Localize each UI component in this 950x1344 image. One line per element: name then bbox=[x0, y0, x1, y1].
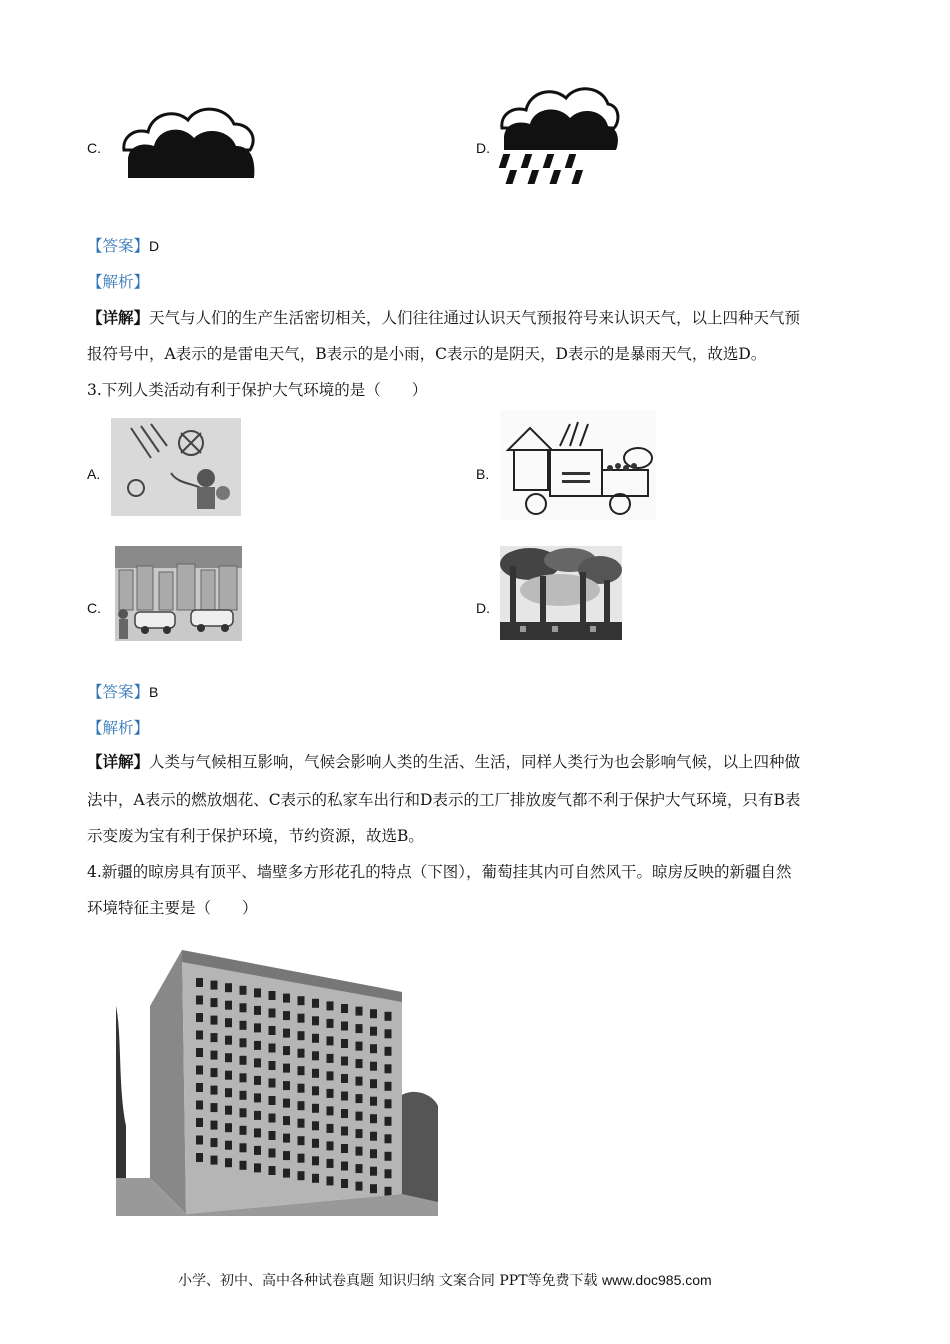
wall-hole bbox=[312, 1034, 319, 1043]
wall-hole bbox=[269, 1096, 276, 1105]
wall-hole bbox=[385, 1099, 392, 1108]
wall-hole bbox=[269, 1166, 276, 1175]
wall-hole bbox=[385, 1134, 392, 1143]
wall-hole bbox=[356, 1007, 363, 1016]
wall-hole bbox=[211, 1121, 218, 1130]
wall-hole bbox=[240, 986, 247, 995]
wall-hole bbox=[298, 1014, 305, 1023]
wall-hole bbox=[341, 1092, 348, 1101]
wall-hole bbox=[254, 1111, 261, 1120]
wall-hole bbox=[196, 978, 203, 987]
footer bbox=[178, 1270, 712, 1290]
wall-hole bbox=[240, 1161, 247, 1170]
wall-hole bbox=[341, 1179, 348, 1188]
wall-hole bbox=[254, 1041, 261, 1050]
wall-hole bbox=[225, 1001, 232, 1010]
wall-hole bbox=[356, 1024, 363, 1033]
wall-hole bbox=[283, 994, 290, 1003]
wall-hole bbox=[370, 1114, 377, 1123]
wall-hole bbox=[312, 1156, 319, 1165]
analysis-tag-q2: 【解析】 bbox=[87, 273, 150, 291]
wall-hole bbox=[370, 1009, 377, 1018]
question-3: 3.下列人类活动有利于保护大气环境的是（ ） bbox=[87, 381, 428, 399]
rainstorm-cloud-icon bbox=[498, 84, 620, 188]
option-c-label-q3: C. bbox=[87, 600, 101, 616]
wall-hole bbox=[225, 1053, 232, 1062]
wall-hole bbox=[298, 1136, 305, 1145]
detail-line-q3-1 bbox=[87, 752, 800, 772]
wall-hole bbox=[341, 1074, 348, 1083]
answer-line-q3 bbox=[87, 682, 158, 702]
wall-hole bbox=[356, 1164, 363, 1173]
wall-hole bbox=[385, 1169, 392, 1178]
analysis-tag-q3: 【解析】 bbox=[87, 719, 150, 737]
wall-hole bbox=[385, 1029, 392, 1038]
wall-hole bbox=[341, 1022, 348, 1031]
wall-hole bbox=[225, 1036, 232, 1045]
wall-hole bbox=[240, 1091, 247, 1100]
wall-hole bbox=[254, 1023, 261, 1032]
wall-hole bbox=[283, 1116, 290, 1125]
wall-hole bbox=[269, 1079, 276, 1088]
detail-text: 天气与人们的生产生活密切相关，人们往往通过认识天气预报符号来认识天气，以上四种天气预 bbox=[149, 309, 801, 327]
wall-hole bbox=[327, 1071, 334, 1080]
private-cars-smog-picture bbox=[115, 546, 242, 641]
wall-hole bbox=[254, 1058, 261, 1067]
waste-recycling-truck-picture bbox=[500, 410, 656, 520]
wall-hole bbox=[225, 983, 232, 992]
wall-hole bbox=[327, 1176, 334, 1185]
wall-hole bbox=[385, 1117, 392, 1126]
wall-hole bbox=[269, 1009, 276, 1018]
wall-hole bbox=[370, 1044, 377, 1053]
wall-hole bbox=[385, 1152, 392, 1161]
wall-hole bbox=[356, 1129, 363, 1138]
wall-hole bbox=[196, 996, 203, 1005]
wall-hole bbox=[370, 1097, 377, 1106]
wall-hole bbox=[312, 1086, 319, 1095]
wall-hole bbox=[356, 1147, 363, 1156]
question-4-line-2: 环境特征主要是（ ） bbox=[87, 899, 258, 917]
wall-hole bbox=[225, 1088, 232, 1097]
wall-hole bbox=[370, 1027, 377, 1036]
detail-line-q2-1 bbox=[87, 308, 800, 328]
wall-hole bbox=[240, 1056, 247, 1065]
wall-hole bbox=[327, 1036, 334, 1045]
wall-hole bbox=[269, 1114, 276, 1123]
wall-hole bbox=[225, 1071, 232, 1080]
wall-hole bbox=[254, 1076, 261, 1085]
wall-hole bbox=[356, 1042, 363, 1051]
wall-hole bbox=[341, 1109, 348, 1118]
wall-hole bbox=[370, 1132, 377, 1141]
wall-hole bbox=[370, 1167, 377, 1176]
wall-hole bbox=[269, 1044, 276, 1053]
wall-hole bbox=[283, 1029, 290, 1038]
footer-site-link[interactable]: www.doc985.com bbox=[601, 1272, 712, 1288]
wall-hole bbox=[341, 1057, 348, 1066]
answer-line-q2 bbox=[87, 236, 159, 256]
wall-hole bbox=[385, 1187, 392, 1196]
wall-hole bbox=[298, 996, 305, 1005]
wall-hole bbox=[211, 1051, 218, 1060]
wall-hole bbox=[225, 1158, 232, 1167]
wall-hole bbox=[341, 1127, 348, 1136]
wall-hole bbox=[225, 1123, 232, 1132]
wall-hole bbox=[269, 1026, 276, 1035]
wall-hole bbox=[283, 1064, 290, 1073]
option-b-label: B. bbox=[476, 466, 490, 482]
wall-hole bbox=[327, 1001, 334, 1010]
answer-tag: 【答案】 bbox=[87, 683, 150, 701]
wall-hole bbox=[269, 1061, 276, 1070]
wall-hole bbox=[341, 1162, 348, 1171]
wall-hole bbox=[370, 1062, 377, 1071]
wall-hole bbox=[356, 1059, 363, 1068]
wall-hole bbox=[298, 1049, 305, 1058]
factory-smoke-picture bbox=[500, 546, 622, 640]
detail-text: 人类与气候相互影响，气候会影响人类的生活、生活，同样人类行为也会影响气候，以上四种做 bbox=[149, 753, 801, 771]
wall-hole bbox=[298, 1119, 305, 1128]
wall-hole bbox=[312, 1051, 319, 1060]
wall-hole bbox=[327, 1124, 334, 1133]
wall-hole bbox=[211, 998, 218, 1007]
wall-hole bbox=[327, 1019, 334, 1028]
answer-tag: 【答案】 bbox=[87, 237, 150, 255]
wall-hole bbox=[312, 1121, 319, 1130]
wall-hole bbox=[211, 1016, 218, 1025]
wall-hole bbox=[370, 1184, 377, 1193]
wall-hole bbox=[298, 1084, 305, 1093]
wall-hole bbox=[356, 1112, 363, 1121]
wall-hole bbox=[240, 1038, 247, 1047]
wall-hole bbox=[211, 1068, 218, 1077]
wall-hole bbox=[254, 988, 261, 997]
grape-drying-house-picture bbox=[116, 946, 438, 1216]
wall-hole bbox=[196, 1153, 203, 1162]
detail-line-q3-3: 示变废为宝有利于保护环境，节约资源，故选B。 bbox=[87, 827, 424, 845]
wall-hole bbox=[370, 1149, 377, 1158]
wall-hole bbox=[283, 1099, 290, 1108]
wall-hole bbox=[312, 999, 319, 1008]
wall-hole bbox=[196, 1066, 203, 1075]
wall-hole bbox=[211, 1156, 218, 1165]
wall-hole bbox=[196, 1118, 203, 1127]
wall-hole bbox=[211, 1103, 218, 1112]
wall-hole bbox=[370, 1079, 377, 1088]
wall-hole bbox=[240, 1003, 247, 1012]
wall-hole bbox=[240, 1143, 247, 1152]
wall-hole bbox=[211, 1138, 218, 1147]
wall-hole bbox=[240, 1126, 247, 1135]
wall-hole bbox=[356, 1182, 363, 1191]
wall-hole bbox=[298, 1031, 305, 1040]
wall-hole bbox=[196, 1048, 203, 1057]
wall-hole bbox=[254, 1093, 261, 1102]
answer-value: D bbox=[149, 238, 160, 254]
wall-hole bbox=[283, 1169, 290, 1178]
wall-hole bbox=[211, 1033, 218, 1042]
detail-line-q2-2: 报符号中，A表示的是雷电天气，B表示的是小雨，C表示的是阴天，D表示的是暴雨天气，故选D。 bbox=[87, 345, 767, 363]
wall-hole bbox=[327, 1159, 334, 1168]
wall-hole bbox=[298, 1154, 305, 1163]
wall-hole bbox=[211, 981, 218, 990]
wall-hole bbox=[269, 991, 276, 1000]
wall-hole bbox=[283, 1081, 290, 1090]
wall-hole bbox=[196, 1013, 203, 1022]
wall-hole bbox=[211, 1086, 218, 1095]
wall-hole bbox=[312, 1139, 319, 1148]
answer-value: B bbox=[149, 684, 159, 700]
question-4-line-1: 4.新疆的晾房具有顶平、墙壁多方形花孔的特点（下图），葡萄挂其内可自然风干。晾房反映的新疆自然 bbox=[87, 863, 792, 881]
option-a-label: A. bbox=[87, 466, 101, 482]
wall-hole bbox=[385, 1012, 392, 1021]
wall-hole bbox=[385, 1047, 392, 1056]
footer-text: 小学、初中、高中各种试卷真题 知识归纳 文案合同 PPT等免费下载 bbox=[178, 1273, 598, 1289]
wall-hole bbox=[356, 1077, 363, 1086]
wall-hole bbox=[283, 1011, 290, 1020]
wall-hole bbox=[196, 1101, 203, 1110]
wall-hole bbox=[298, 1171, 305, 1180]
wall-hole bbox=[283, 1134, 290, 1143]
detail-line-q3-2: 法中，A表示的燃放烟花、C表示的私家车出行和D表示的工厂排放废气都不利于保护大气环境，只有B表 bbox=[87, 791, 801, 809]
wall-hole bbox=[254, 1006, 261, 1015]
wall-hole bbox=[254, 1163, 261, 1172]
wall-hole bbox=[327, 1089, 334, 1098]
option-d-label-q3: D. bbox=[476, 600, 490, 616]
detail-tag: 【详解】 bbox=[87, 308, 150, 327]
wall-hole bbox=[283, 1151, 290, 1160]
wall-hole bbox=[225, 1141, 232, 1150]
wall-hole bbox=[341, 1039, 348, 1048]
wall-hole bbox=[341, 1144, 348, 1153]
wall-hole bbox=[196, 1031, 203, 1040]
wall-hole bbox=[240, 1073, 247, 1082]
wall-hole bbox=[385, 1064, 392, 1073]
wall-hole bbox=[312, 1104, 319, 1113]
wall-hole bbox=[254, 1128, 261, 1137]
wall-hole bbox=[269, 1149, 276, 1158]
option-c-label: C. bbox=[87, 140, 101, 156]
option-d-label: D. bbox=[476, 140, 490, 156]
wall-hole bbox=[385, 1082, 392, 1091]
overcast-cloud-icon bbox=[118, 98, 260, 180]
fireworks-picture bbox=[111, 418, 241, 516]
wall-hole bbox=[298, 1101, 305, 1110]
wall-hole bbox=[196, 1083, 203, 1092]
wall-hole bbox=[240, 1021, 247, 1030]
wall-hole bbox=[298, 1066, 305, 1075]
wall-hole bbox=[327, 1054, 334, 1063]
wall-hole bbox=[341, 1004, 348, 1013]
wall-hole bbox=[327, 1106, 334, 1115]
wall-hole bbox=[356, 1094, 363, 1103]
wall-hole bbox=[283, 1046, 290, 1055]
wall-hole bbox=[312, 1069, 319, 1078]
wall-hole bbox=[196, 1136, 203, 1145]
wall-hole bbox=[312, 1174, 319, 1183]
wall-hole bbox=[254, 1146, 261, 1155]
wall-hole bbox=[327, 1141, 334, 1150]
wall-hole bbox=[225, 1018, 232, 1027]
wall-hole bbox=[240, 1108, 247, 1117]
wall-hole bbox=[225, 1106, 232, 1115]
detail-tag: 【详解】 bbox=[87, 752, 150, 771]
wall-hole bbox=[269, 1131, 276, 1140]
wall-hole bbox=[312, 1016, 319, 1025]
